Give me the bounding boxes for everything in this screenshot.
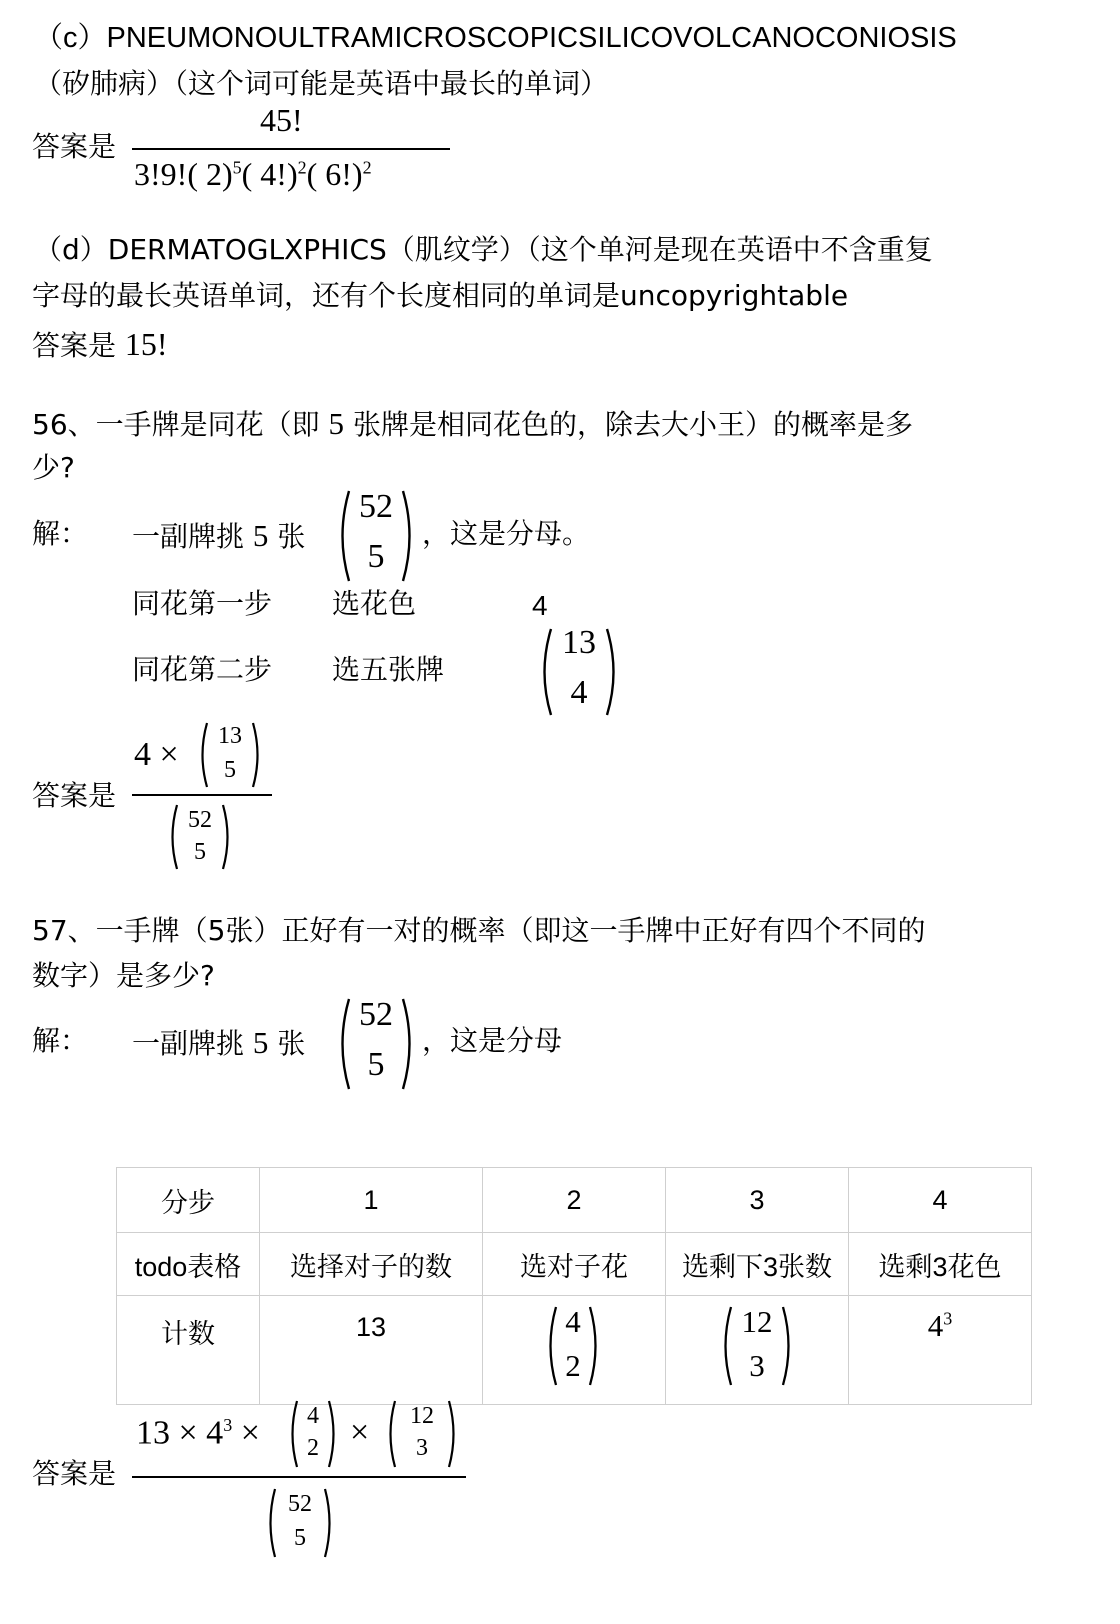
q56-solution-label: 解： — [32, 517, 89, 550]
q56-answer-label: 答案是 — [32, 779, 117, 812]
count-label: 计数 — [161, 1319, 215, 1349]
q57-answer-binom-2 — [384, 1398, 460, 1470]
binom-bottom: 5 — [194, 839, 206, 865]
table-cell: 3 — [666, 1168, 849, 1233]
right-paren — [322, 1486, 336, 1560]
table-cell: 2 — [483, 1168, 666, 1233]
q56-deck-tail: ，这是分母。 — [422, 517, 591, 550]
q57-answer-binom-1 — [286, 1398, 340, 1470]
q57-solution-label: 解： — [32, 1024, 89, 1057]
q56-deck-text: 一副牌挑 5 张 — [132, 518, 306, 553]
q57-deck-text: 一副牌挑 5 张 — [132, 1025, 306, 1060]
q56-step1-action: 选花色 — [332, 587, 417, 620]
binom-top: 52 — [359, 996, 393, 1033]
binom-bottom: 4 — [570, 674, 588, 711]
q56-step1-label: 同花第一步 — [132, 587, 273, 620]
right-paren — [400, 488, 418, 584]
binom-top: 13 — [218, 723, 242, 749]
q56-answer-fraction-bar — [132, 794, 272, 796]
table-cell: 1 — [260, 1168, 483, 1233]
binom-top: 12 — [410, 1403, 434, 1429]
count-power: $4^3$ — [927, 1308, 953, 1343]
right-paren — [220, 802, 234, 872]
binom-top: 12 — [741, 1304, 773, 1339]
right-paren — [587, 1304, 603, 1388]
table-cell — [666, 1296, 849, 1405]
right-paren — [604, 626, 622, 718]
table-cell: 分步 — [117, 1168, 260, 1233]
part-c-numerator: 45! — [260, 102, 303, 138]
q56-step2-label: 同花第二步 — [132, 653, 273, 686]
part-c-denominator: 3!9!( 2)$^5$( 4!)$^2$( 6!)$^2$ — [134, 156, 372, 192]
binom-bottom: 5 — [367, 538, 385, 575]
q56-step2-action: 选五张牌 — [332, 653, 445, 686]
table-binom — [543, 1304, 603, 1388]
right-paren — [326, 1398, 340, 1470]
q57-deck-tail: ，这是分母 — [422, 1024, 563, 1057]
right-paren — [446, 1398, 460, 1470]
binom-bottom: 5 — [294, 1525, 306, 1551]
binom-top: 4 — [307, 1403, 319, 1429]
q57-answer-times: × — [350, 1414, 370, 1451]
binom-bottom: 5 — [367, 1046, 385, 1083]
part-c-fraction-bar — [132, 148, 450, 150]
table-cell — [260, 1296, 483, 1405]
binom-top: 52 — [288, 1491, 312, 1517]
q56-line1: 56、一手牌是同花（即 5 张牌是相同花色的，除去大小王）的概率是多 — [32, 406, 913, 441]
table-row — [117, 1168, 1032, 1233]
q56-denominator-binom — [334, 488, 418, 584]
table-cell — [117, 1296, 260, 1405]
binom-bottom: 3 — [416, 1435, 428, 1461]
table-cell: todo表格 — [117, 1233, 260, 1296]
q57-line2: 数字）是多少? — [32, 959, 215, 992]
binom-top: 52 — [359, 488, 393, 525]
q56-answer-coef: 4 × — [134, 736, 179, 773]
table-cell — [849, 1296, 1032, 1405]
q57-answer-fraction — [132, 1396, 472, 1572]
right-paren — [400, 996, 418, 1092]
part-d-line1: （d）DERMATOGLXPHICS（肌纹学）（这个单河是现在英语中不含重复 — [34, 233, 933, 266]
part-c-note: （矽肺病）（这个词可能是英语中最长的单词） — [34, 67, 609, 100]
q56-answer-denominator-binom — [166, 802, 234, 872]
q57-steps-table — [116, 1167, 1032, 1405]
q56-step2-binom — [536, 626, 622, 718]
part-d-line2: 字母的最长英语单词，还有个长度相同的单词是uncopyrightable — [32, 279, 849, 312]
q57-answer-label: 答案是 — [32, 1457, 117, 1490]
q57-answer-denominator-binom — [264, 1486, 336, 1560]
q56-answer-numerator-binom — [196, 720, 264, 790]
table-cell — [483, 1296, 666, 1405]
table-row — [117, 1233, 1032, 1296]
part-d-answer-label: 答案是 — [32, 329, 117, 362]
part-d-answer-value: 15! — [124, 326, 168, 362]
table-cell: 选择对子的数 — [260, 1233, 483, 1296]
table-cell: 选剩3花色 — [849, 1233, 1032, 1296]
count-value: 13 — [355, 1312, 387, 1342]
binom-bottom: 2 — [307, 1435, 319, 1461]
right-paren — [780, 1304, 796, 1388]
binom-top: 13 — [562, 624, 596, 661]
right-paren — [250, 720, 264, 790]
binom-bottom: 2 — [565, 1348, 581, 1383]
table-binom — [718, 1304, 796, 1388]
part-c-heading: （c）PNEUMONOULTRAMICROSCOPICSILICOVOLCANOCONIOSIS — [34, 22, 957, 54]
q56-answer-fraction — [132, 718, 274, 878]
table-cell: 选对子花 — [483, 1233, 666, 1296]
part-d-answer — [32, 328, 168, 360]
q56-step1-value: 4 — [532, 590, 548, 621]
table-cell: 4 — [849, 1168, 1032, 1233]
part-c-answer-label: 答案是 — [32, 130, 117, 163]
q57-answer-fraction-bar — [132, 1476, 466, 1478]
table-row — [117, 1296, 1032, 1405]
q56-line2: 少? — [32, 451, 75, 484]
binom-bottom: 3 — [749, 1348, 765, 1383]
q57-line1: 57、一手牌（5张）正好有一对的概率（即这一手牌中正好有四个不同的 — [32, 914, 926, 947]
q57-answer-coef: $13 \times 4^3$ × — [136, 1414, 260, 1452]
binom-bottom: 5 — [224, 757, 236, 783]
q57-denominator-binom — [334, 996, 418, 1092]
part-c-fraction — [132, 100, 452, 200]
binom-top: 4 — [565, 1304, 581, 1339]
table-cell: 选剩下3张数 — [666, 1233, 849, 1296]
binom-top: 52 — [188, 807, 212, 833]
